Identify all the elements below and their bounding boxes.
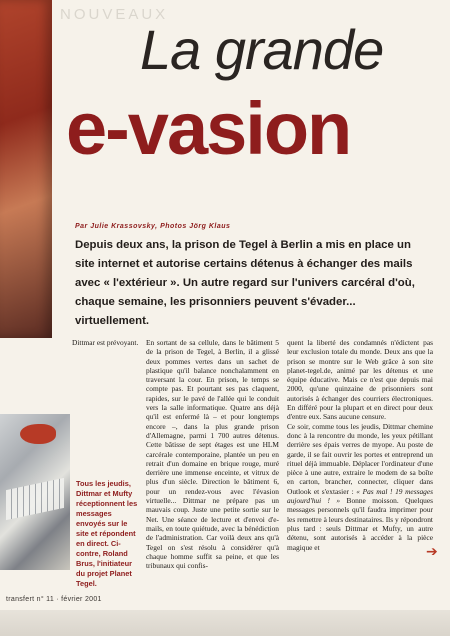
column-3-quote: « Pas mal ! 19 messages aujourd'hui ! » — [287, 486, 434, 506]
column-3-paragraph-1: quent la liberté des condamnés n'édictent pas leur exclusion totale du monde. Deux ans que la prison se montre sur le Web grâce à son site planet-tegel.de, animé par les détenus et une équipe éducative. Mais ce n'est que depuis mai 2000, qu'une quinzaine de prisonniers sont autorisés à échanger des courriers électroniques. En différé pour la plupart et en direct pour deux d'entre eux. Sans aucune censure. — [287, 338, 433, 422]
byline: Par Julie Krassovsky, Photos Jörg Klaus — [75, 223, 231, 230]
continue-arrow-icon: ➔ — [426, 544, 438, 560]
column-1 — [72, 338, 140, 347]
photo-hand — [20, 424, 56, 444]
title-line-1: La grande — [140, 18, 384, 81]
prison-photo — [0, 0, 52, 338]
column-3-text-end: Bonne moisson. Quelques messages personnels qu'il faudra imprimer pour les remettre à leurs destinataires. Ils y répondront plus tard : seuls Dittmar et Mufty, un autre détenu, sont autorisés à accéder à la pièce magique et — [287, 496, 433, 552]
faded-banner: NOUVEAUX — [60, 6, 169, 23]
title-line-2: e-vasion — [66, 87, 351, 170]
column-3-text: Ce soir, comme tous les jeudis, Dittmar chemine donc à la rencontre du monde, les yeux pétillant derrière ses épais verres de myope. Au poste de garde, il se fait ouvrir les portes et entreprend un rituel déjà immuable. Déplacer l'ordinateur d'une pièce à une autre, extraire le modem de sa boîte en carton, brancher, connecter, cliquer dans Outlook et s'extasier : — [287, 421, 433, 496]
computer-photo — [0, 414, 70, 570]
column-2 — [146, 338, 279, 570]
photo-caption: Tous les jeudis, Dittmar et Mufty réceptionnent les messages envoyés sur le site et répondent en direct. Ci-contre, Roland Brus, l'initiateur du projet Planet Tegel. — [76, 479, 138, 588]
footer-band — [0, 610, 450, 636]
column-2-text: En sortant de sa cellule, dans le bâtiment 5 de la prison de Tegel, à Berlin, il a glissé deux pommes vertes dans un sachet de plastique qu'il balance nonchalamment en traversant la cour. En prison, le temps se compte pas. Et pourtant ses pas claquent, rapides, sur le pavé de l'allée qui le conduit vers la salle informatique. Quatre ans déjà qu'il est enfermé là – et pour longtemps encore –, dans la plus grande prison d'Allemagne, parmi 1 700 autres détenus. Cette bâtisse de sept étages est une HLM carcérale contemporaine, plantée un peu en retrait d'un domaine en brique rouge, muré derrière une immense enceinte, et vitrux de plus d'un siècle. Direction le bâtiment 6, pour un rendez-vous avec l'évasion virtuelle... Dittmar ne prépare pas un mauvais coup. Juste une petite sortie sur le Net. Une séance de lecture et d'envoi d'e-mails, en toute quiétude, avec la bénédiction de l'administration. Car voilà deux ans qu'à Tegel on s'est résolu à considérer qu'à chaque homme suffit sa peine, et que les tribunaux qui confis- — [146, 338, 279, 571]
column-3 — [287, 338, 433, 552]
column-3-paragraph-2 — [287, 422, 433, 552]
page-footer: transfert n° 11 · février 2001 — [6, 596, 102, 603]
lead-paragraph: Depuis deux ans, la prison de Tegel à Berlin a mis en place un site internet et autorise certains détenus à échanger des mails avec « l'extérieur ». Un autre regard sur l'univers carcéral d'où, chaque semaine, les prisonniers peuvent s'évader... virtuellement. — [75, 239, 415, 327]
photo-keyboard — [6, 478, 64, 520]
column-1-text: Dittmar est prévoyant. — [72, 338, 139, 347]
